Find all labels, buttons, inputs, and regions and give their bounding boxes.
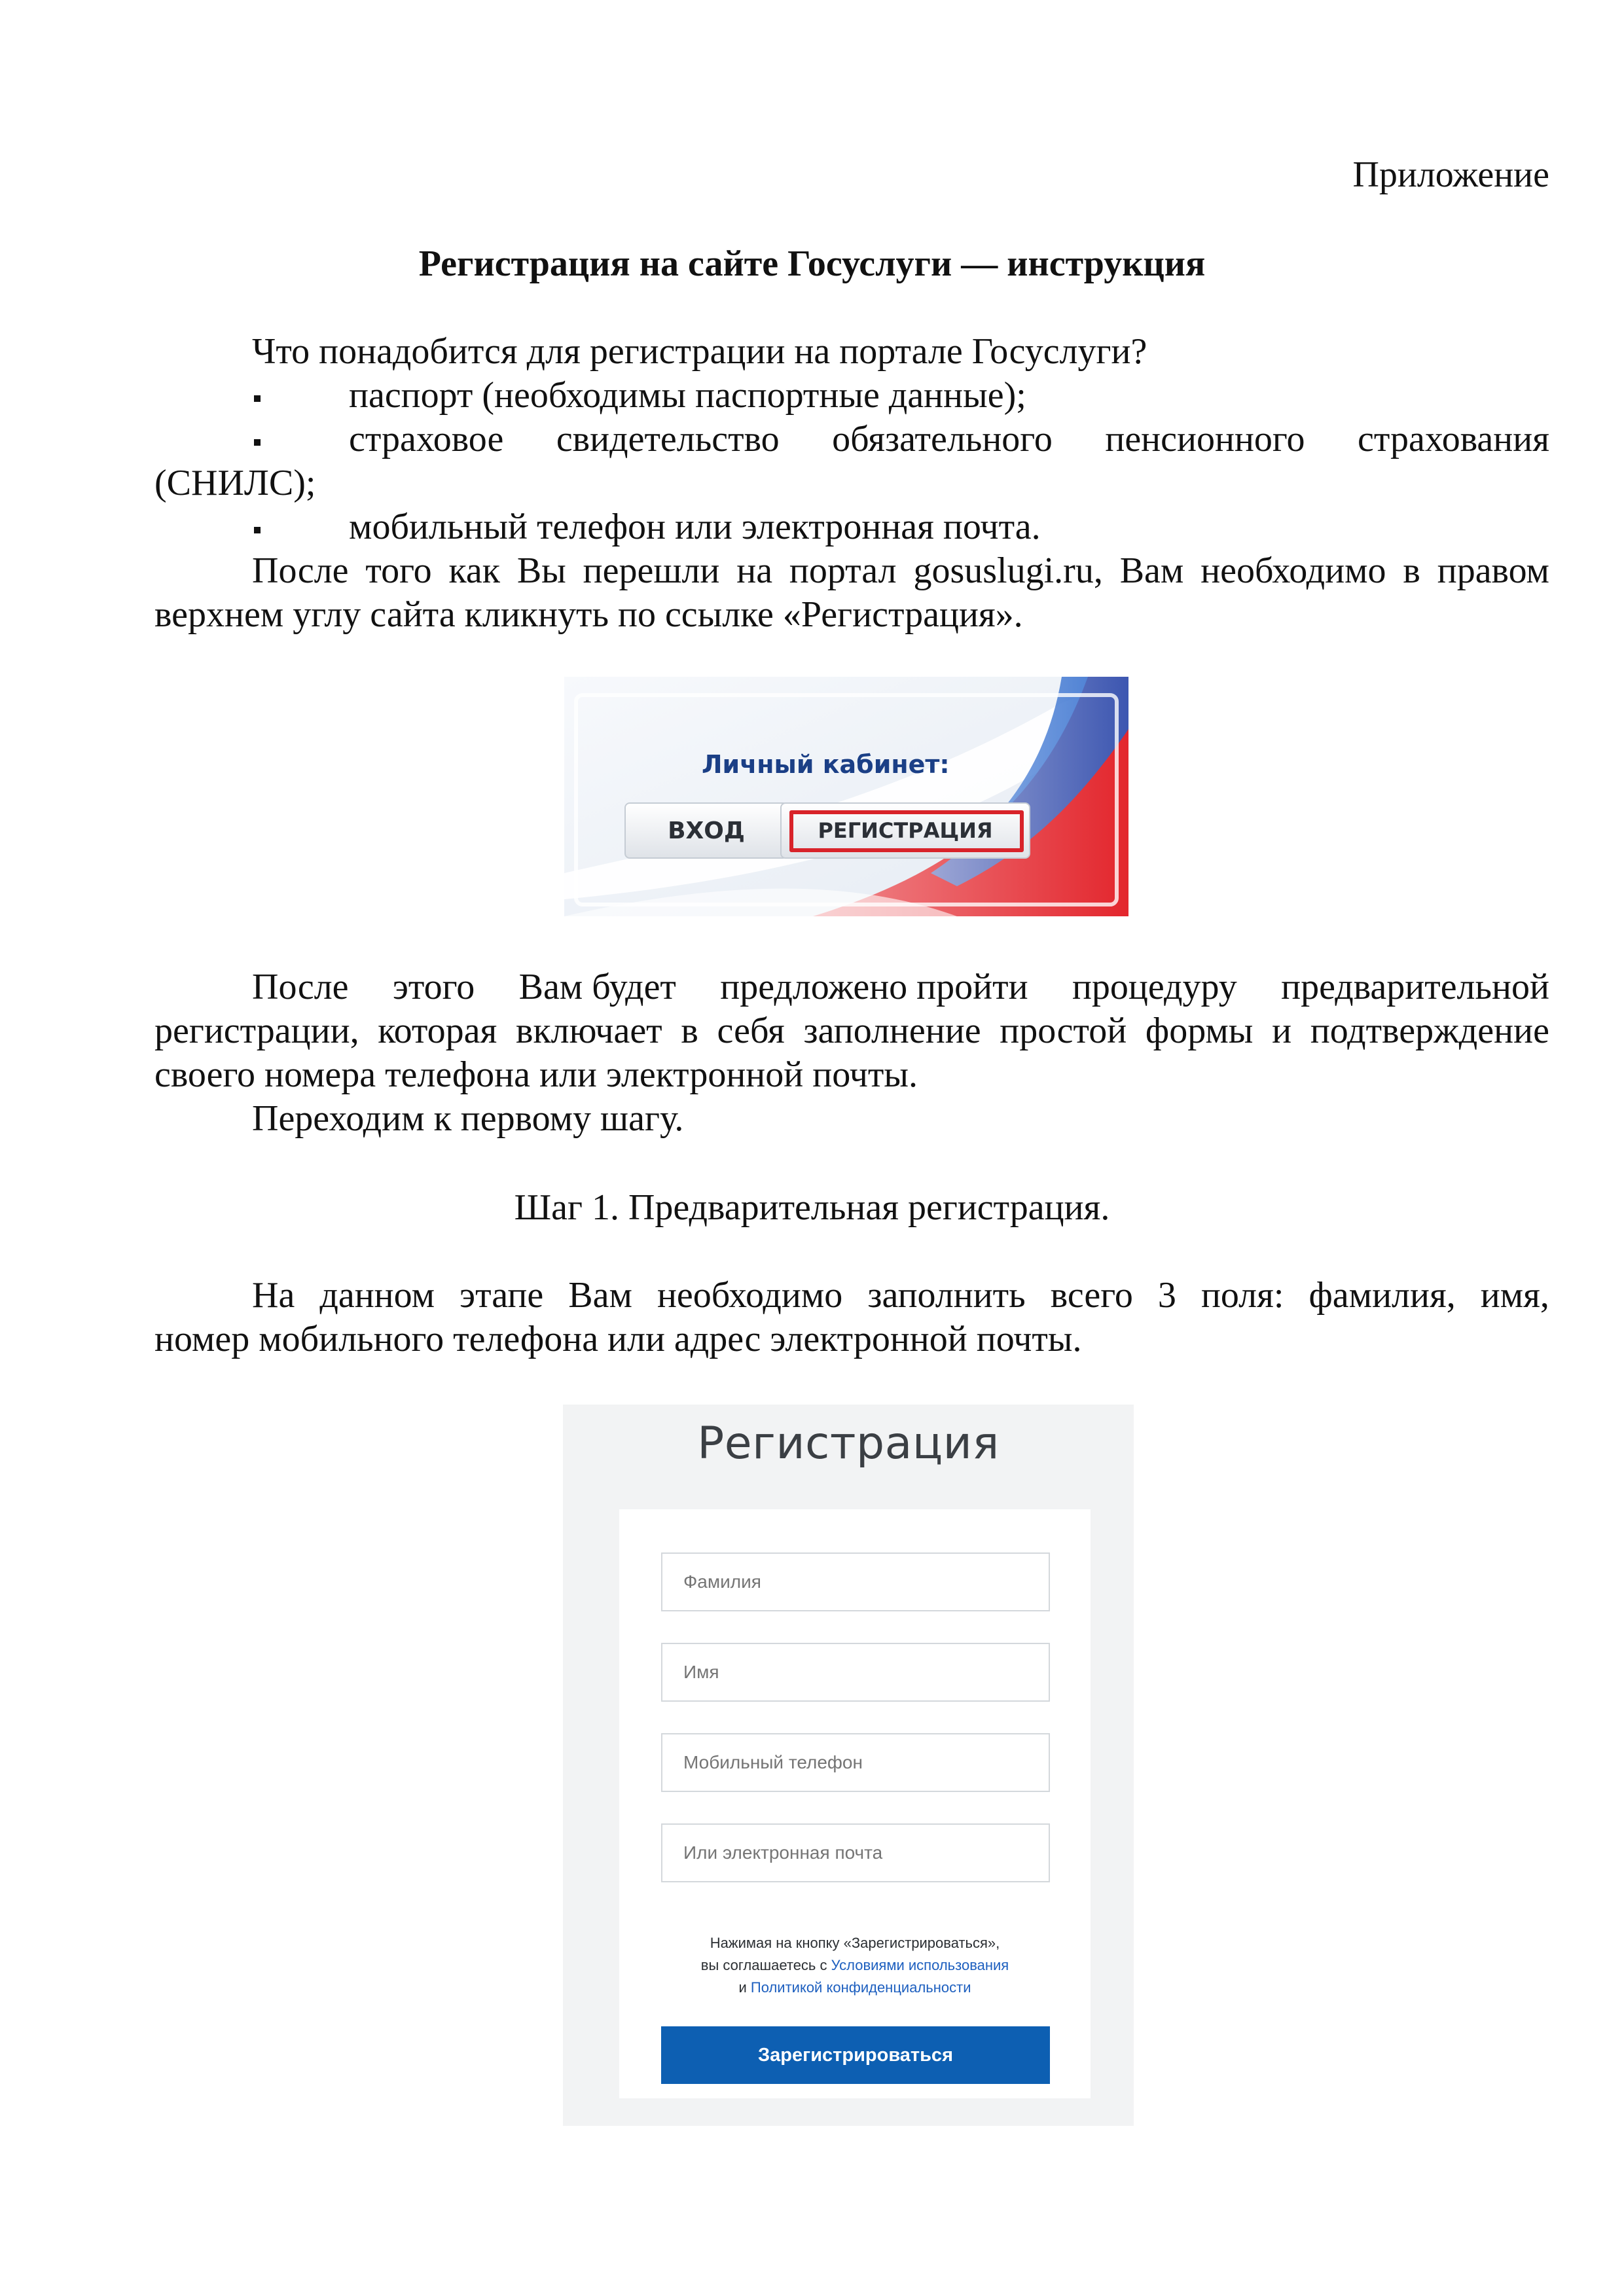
word: пенсионного [1105, 419, 1305, 459]
word: подтверждение [1310, 1011, 1549, 1051]
mobile-phone-field[interactable] [661, 1733, 1050, 1792]
word: регистрации, [154, 1011, 359, 1051]
word: на [736, 550, 773, 591]
word: того [365, 550, 432, 591]
bullet-marker [254, 439, 261, 446]
register-button[interactable]: РЕГИСТРАЦИЯ [780, 802, 1030, 859]
word: предварительной [1281, 967, 1549, 1007]
paragraph-portal-line1 [252, 549, 1549, 593]
paragraph-portal-line2: верхнем углу сайта кликнуть по ссылке «Регистрация». [154, 594, 1023, 635]
paragraph-after-line3: своего номера телефона или электронной почты. [154, 1054, 918, 1095]
bullet-marker [254, 395, 261, 402]
word: На [252, 1275, 295, 1316]
word: которая [378, 1011, 497, 1051]
word: После [252, 550, 349, 591]
register-highlight-frame [789, 810, 1024, 852]
step1-heading: Шаг 1. Предварительная регистрация. [514, 1187, 1110, 1228]
consent-note-text: вы соглашаетесь с [700, 1957, 831, 1973]
bullet-item-contact: мобильный телефон или электронная почта. [349, 507, 1041, 547]
consent-note-line1: Нажимая на кнопку «Зарегистрироваться», [710, 1935, 1000, 1951]
registration-heading: Регистрация [697, 1418, 1000, 1469]
name-field[interactable] [661, 1643, 1050, 1702]
word: правом [1437, 550, 1549, 591]
privacy-policy-link[interactable]: Политикой конфиденциальности [750, 1979, 971, 1996]
word: в [1403, 550, 1420, 591]
word: формы [1145, 1011, 1254, 1051]
email-field[interactable] [661, 1823, 1050, 1882]
consent-note-text: и [738, 1979, 751, 1996]
paragraph-after-line2 [154, 1009, 1549, 1053]
word: данном [319, 1275, 435, 1316]
word: необходимо [657, 1275, 843, 1316]
word: gosuslugi.ru, [913, 550, 1103, 591]
word: фамилия, [1308, 1275, 1456, 1316]
word: 3 [1157, 1275, 1176, 1316]
word: заполнение [803, 1011, 981, 1051]
bullet-marker [254, 527, 261, 533]
word: включает [516, 1011, 662, 1051]
word: этапе [460, 1275, 544, 1316]
word: себя [717, 1011, 785, 1051]
consent-note-line3 [619, 1977, 1091, 1999]
word: и [1272, 1011, 1292, 1051]
word: в [681, 1011, 698, 1051]
word: После [252, 967, 349, 1007]
intro-question: Что понадобится для регистрации на портале Госуслуги? [252, 331, 1147, 372]
flag-wave-background [564, 677, 1128, 916]
document-title: Регистрация на сайте Госуслуги — инструкция [418, 243, 1206, 284]
word: перешли [583, 550, 720, 591]
word: свидетельство [556, 419, 780, 459]
word: предложено пройти [720, 967, 1028, 1007]
login-panel-screenshot [564, 677, 1128, 916]
word: портал [789, 550, 897, 591]
word: Вам будет [518, 967, 676, 1007]
surname-field[interactable] [661, 1552, 1050, 1611]
word: обязательного [832, 419, 1053, 459]
consent-note-line2 [619, 1954, 1091, 1977]
word: Вам [568, 1275, 632, 1316]
word: Вы [516, 550, 566, 591]
bullet-item-snils [349, 418, 1549, 461]
paragraph-next-step: Переходим к первому шагу. [252, 1098, 684, 1139]
terms-of-use-link[interactable]: Условиями использования [831, 1957, 1009, 1973]
bullet-item-snils-continuation: (СНИЛС); [154, 463, 316, 503]
registration-card [619, 1509, 1091, 2098]
personal-account-title: Личный кабинет: [702, 750, 950, 779]
word: страховое [349, 419, 504, 459]
word: Вам [1119, 550, 1184, 591]
appendix-label: Приложение [1352, 154, 1549, 195]
register-submit-button[interactable]: Зарегистрироваться [661, 2026, 1050, 2084]
word: заполнить [867, 1275, 1026, 1316]
registration-form-screenshot [563, 1405, 1134, 2126]
paragraph-after-line1 [252, 965, 1549, 1009]
word: процедуру [1072, 967, 1237, 1007]
word: всего [1050, 1275, 1133, 1316]
login-button[interactable]: ВХОД [624, 802, 788, 859]
paragraph-step1-line1 [252, 1274, 1549, 1318]
word: как [448, 550, 500, 591]
word: необходимо [1200, 550, 1386, 591]
word: простой [1000, 1011, 1127, 1051]
bullet-item-passport: паспорт (необходимы паспортные данные); [349, 375, 1026, 416]
word: поля: [1200, 1275, 1284, 1316]
word: этого [392, 967, 475, 1007]
paragraph-step1-line2: номер мобильного телефона или адрес электронной почты. [154, 1319, 1082, 1359]
word: имя, [1480, 1275, 1549, 1316]
word: страхования [1357, 419, 1549, 459]
